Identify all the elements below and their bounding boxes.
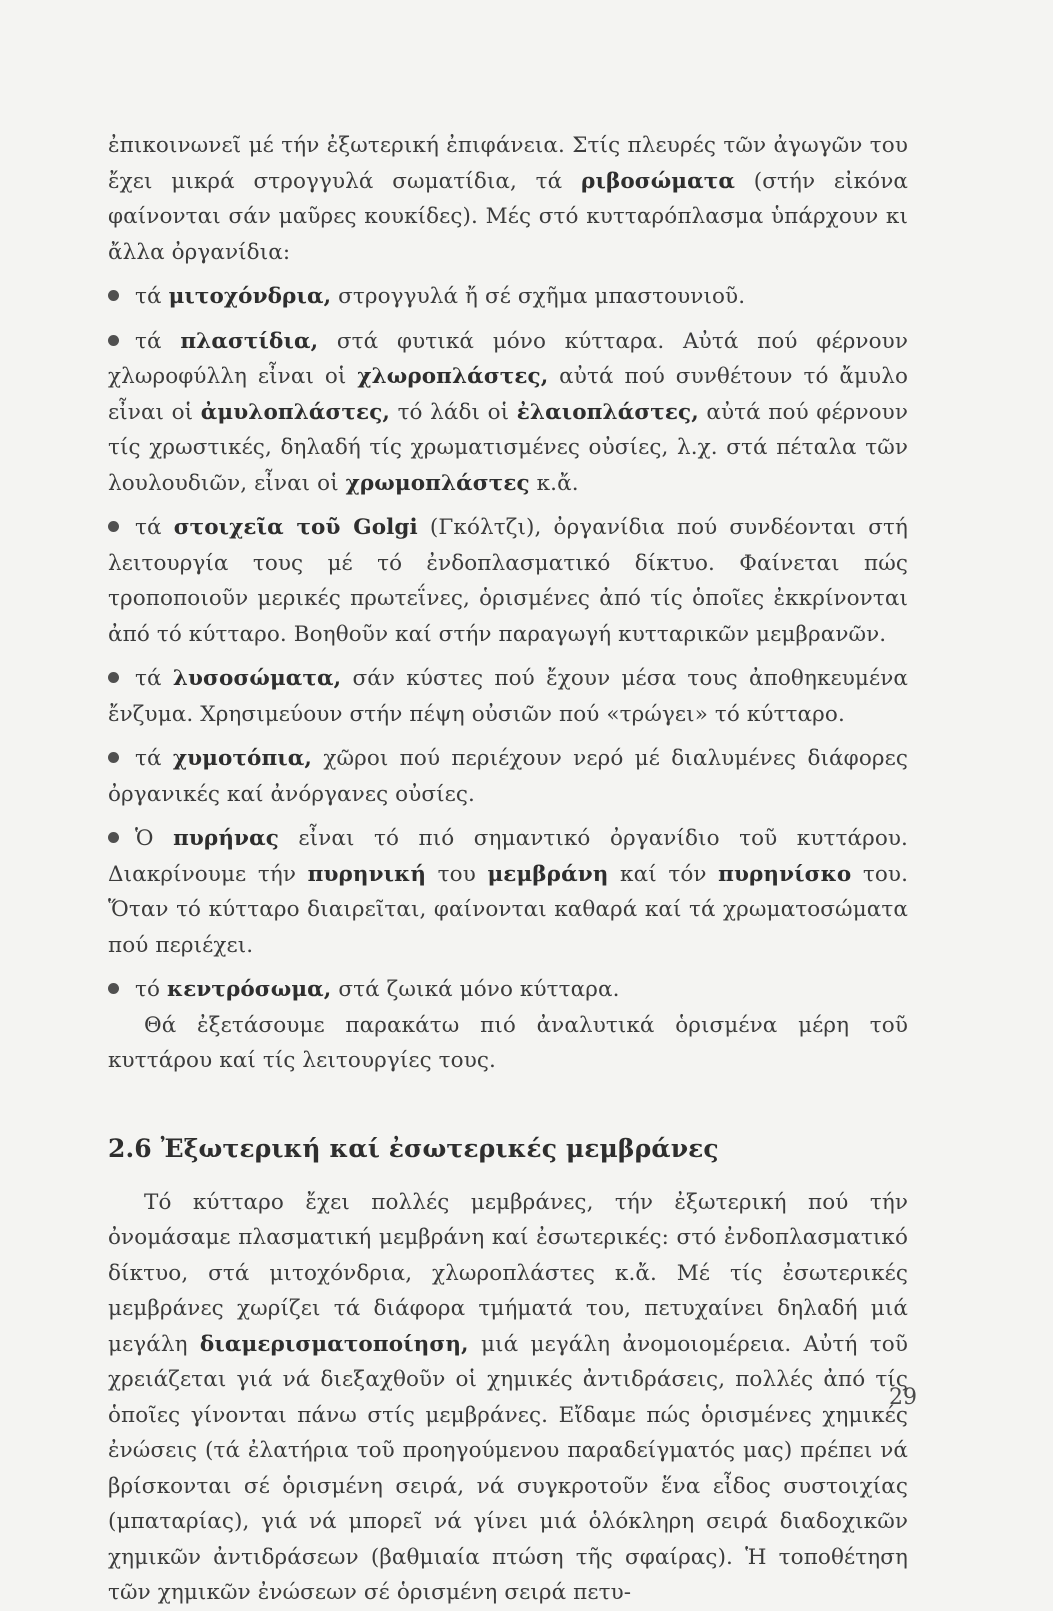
section-paragraph: Τό κύτταρο ἔχει πολλές μεμβράνες, τήν ἐξωτερική πού τήν ὀνομάσαμε πλασματική μεμβράνη καί ἐσωτερικές: στό ἐνδοπλασματικό δίκτυο, στά μιτοχόνδρια, χλωροπλάστες κ.ἄ. Μέ τίς ἐσωτερικές μεμβράνες χωρίζει τά διάφορα τμήματά του, πετυχαίνει δηλαδή μιά μεγάλη διαμερισματοποίηση, μιά μεγάλη ἀνομοιομέρεια. Αὐτή τοῦ χρειάζεται γιά νά διεξαχθοῦν οἱ χημικές ἀντιδράσεις, πολλές ἀπό τίς ὁποῖες γίνονται πάνω στίς μεμβράνες. Εἴδαμε πώς ὁρισμένες χημικές ἐνώσεις (τά ἐλατήρια τοῦ προηγούμενου παραδείγματός μας) πρέπει νά βρίσκονται σέ ὁρισμένη σειρά, νά συγκροτοῦν ἕνα εἶδος συστοιχίας (μπαταρίας), γιά νά μπορεῖ νά γίνει μιά ὁλόκληρη σειρά διαδοχικῶν χημικῶν ἀντιδράσεων (βαθμιαία πτώση τῆς σφαίρας). Ἡ τοποθέτηση τῶν χημικῶν ἐνώσεων σέ ὁρισμένη σειρά πετυ- xyxy=(108,1189,908,1605)
intro-text-2: (στήν εἰκόνα φαίνονται σάν μαῦρες κουκίδες). Μές στό κυτταρόπλασμα ὑπάρχουν κι ἄλλα ὀργανίδια: xyxy=(108,168,908,265)
bullet-icon xyxy=(108,335,119,346)
term-amyloplasts: ἀμυλοπλάστες, xyxy=(200,399,391,425)
bullet-icon xyxy=(108,672,119,683)
bullet-nucleus: Ὁ πυρήνας εἶναι τό πιό σημαντικό ὀργανίδιο τοῦ κυττάρου. Διακρίνουμε τήν πυρηνική του μεμβράνη καί τόν πυρηνίσκο του. Ὅταν τό κύτταρο διαιρεῖται, φαίνονται καθαρά καί τά χρωματοσώματα πού περιέχει. xyxy=(108,826,908,958)
term-vacuoles: χυμοτόπια, xyxy=(172,746,313,771)
term-centrosome: κεντρόσωμα, xyxy=(166,977,332,1002)
intro-text-1: ἐπικοινωνεῖ μέ τήν ἐξωτερική ἐπιφάνεια. Στίς πλευρές τῶν ἀγωγῶν του ἔχει μικρά στρογγυλά σωματίδια, τά xyxy=(108,133,908,194)
closing-paragraph: Θά ἐξετάσουμε παρακάτω πιό ἀναλυτικά ὁρισμένα μέρη τοῦ κυττάρου καί τίς λειτουργίες τους. xyxy=(108,1012,908,1073)
page-content xyxy=(108,128,908,1611)
section-title: Ἐξωτερική καί ἐσωτερικές μεμβράνες xyxy=(160,1133,719,1163)
term-membrane: μεμβράνη xyxy=(487,861,609,887)
term-nucleus: πυρήνας xyxy=(173,826,279,851)
term-nucleolus: πυρηνίσκο xyxy=(718,861,852,887)
bullet-vacuoles: τά χυμοτόπια, χῶροι πού περιέχουν νερό μέ διαλυμένες διάφορες ὀργανικές καί ἀνόργανες οὐσίες. xyxy=(108,746,908,807)
term-compartmentalization: διαμερισματοποίηση, xyxy=(199,1331,469,1357)
intro-paragraph xyxy=(108,128,908,270)
bullet-plastids: τά πλαστίδια, στά φυτικά μόνο κύτταρα. Αὐτά πού φέρνουν χλωροφύλλη εἶναι οἱ χλωροπλάστες, αὐτά πού συνθέτουν τό ἄμυλο εἶναι οἱ ἀμυλοπλάστες, τό λάδι οἱ ἐλαιοπλάστες, αὐτά πού φέρνουν τίς χρωστικές, δηλαδή τίς χρωματισμένες οὐσίες, λ.χ. στά πέταλα τῶν λουλουδιῶν, εἶναι οἱ χρωμοπλάστες κ.ἄ. xyxy=(108,328,908,496)
term-chloroplasts: χλωροπλάστες, xyxy=(357,364,549,389)
term-lysosomes: λυσοσώματα, xyxy=(172,666,342,691)
bullet-golgi: τά στοιχεῖα τοῦ Golgi (Γκόλτζι), ὀργανίδια πού συνδέονται στή λειτουργία τους μέ τό ἐνδοπλασματικό δίκτυο. Φαίνεται πώς τροποποιοῦν μερικές πρωτεΐνες, ὁρισμένες ἀπό τίς ὁποῖες ἐκκρίνονται ἀπό τό κύτταρο. Βοηθοῦν καί στήν παραγωγή κυτταρικῶν μεμβρανῶν. xyxy=(108,515,908,647)
page-number: 29 xyxy=(889,1385,917,1410)
bullet-lysosomes: τά λυσοσώματα, σάν κύστες πού ἔχουν μέσα τους ἀποθηκευμένα ἔνζυμα. Χρησιμεύουν στήν πέψη οὐσιῶν πού «τρώγει» τό κύτταρο. xyxy=(108,666,908,727)
bullet-centrosome: τό κεντρόσωμα, στά ζωικά μόνο κύτταρα. xyxy=(108,972,908,1008)
bullet-icon xyxy=(108,983,119,994)
term-mitochondria: μιτοχόνδρια, xyxy=(168,284,332,309)
term-golgi: στοιχεῖα τοῦ Golgi xyxy=(173,515,418,540)
bullet-mitochondria: τά μιτοχόνδρια, στρογγυλά ἤ σέ σχῆμα μπαστουνιοῦ. xyxy=(108,279,908,315)
bullet-icon xyxy=(108,832,119,843)
section-number: 2.6 xyxy=(108,1133,152,1163)
term-plastids: πλαστίδια, xyxy=(180,328,319,354)
term-nuclear: πυρηνική xyxy=(307,861,427,887)
bullet-icon xyxy=(108,521,119,532)
term-elaioplasts: ἐλαιοπλάστες, xyxy=(516,399,699,425)
section-heading xyxy=(108,1131,908,1167)
term-ribosomes: ριβοσώματα xyxy=(581,168,735,194)
term-chromoplasts: χρωμοπλάστες xyxy=(345,470,530,496)
bullet-icon xyxy=(108,752,119,763)
bullet-icon xyxy=(108,290,119,301)
